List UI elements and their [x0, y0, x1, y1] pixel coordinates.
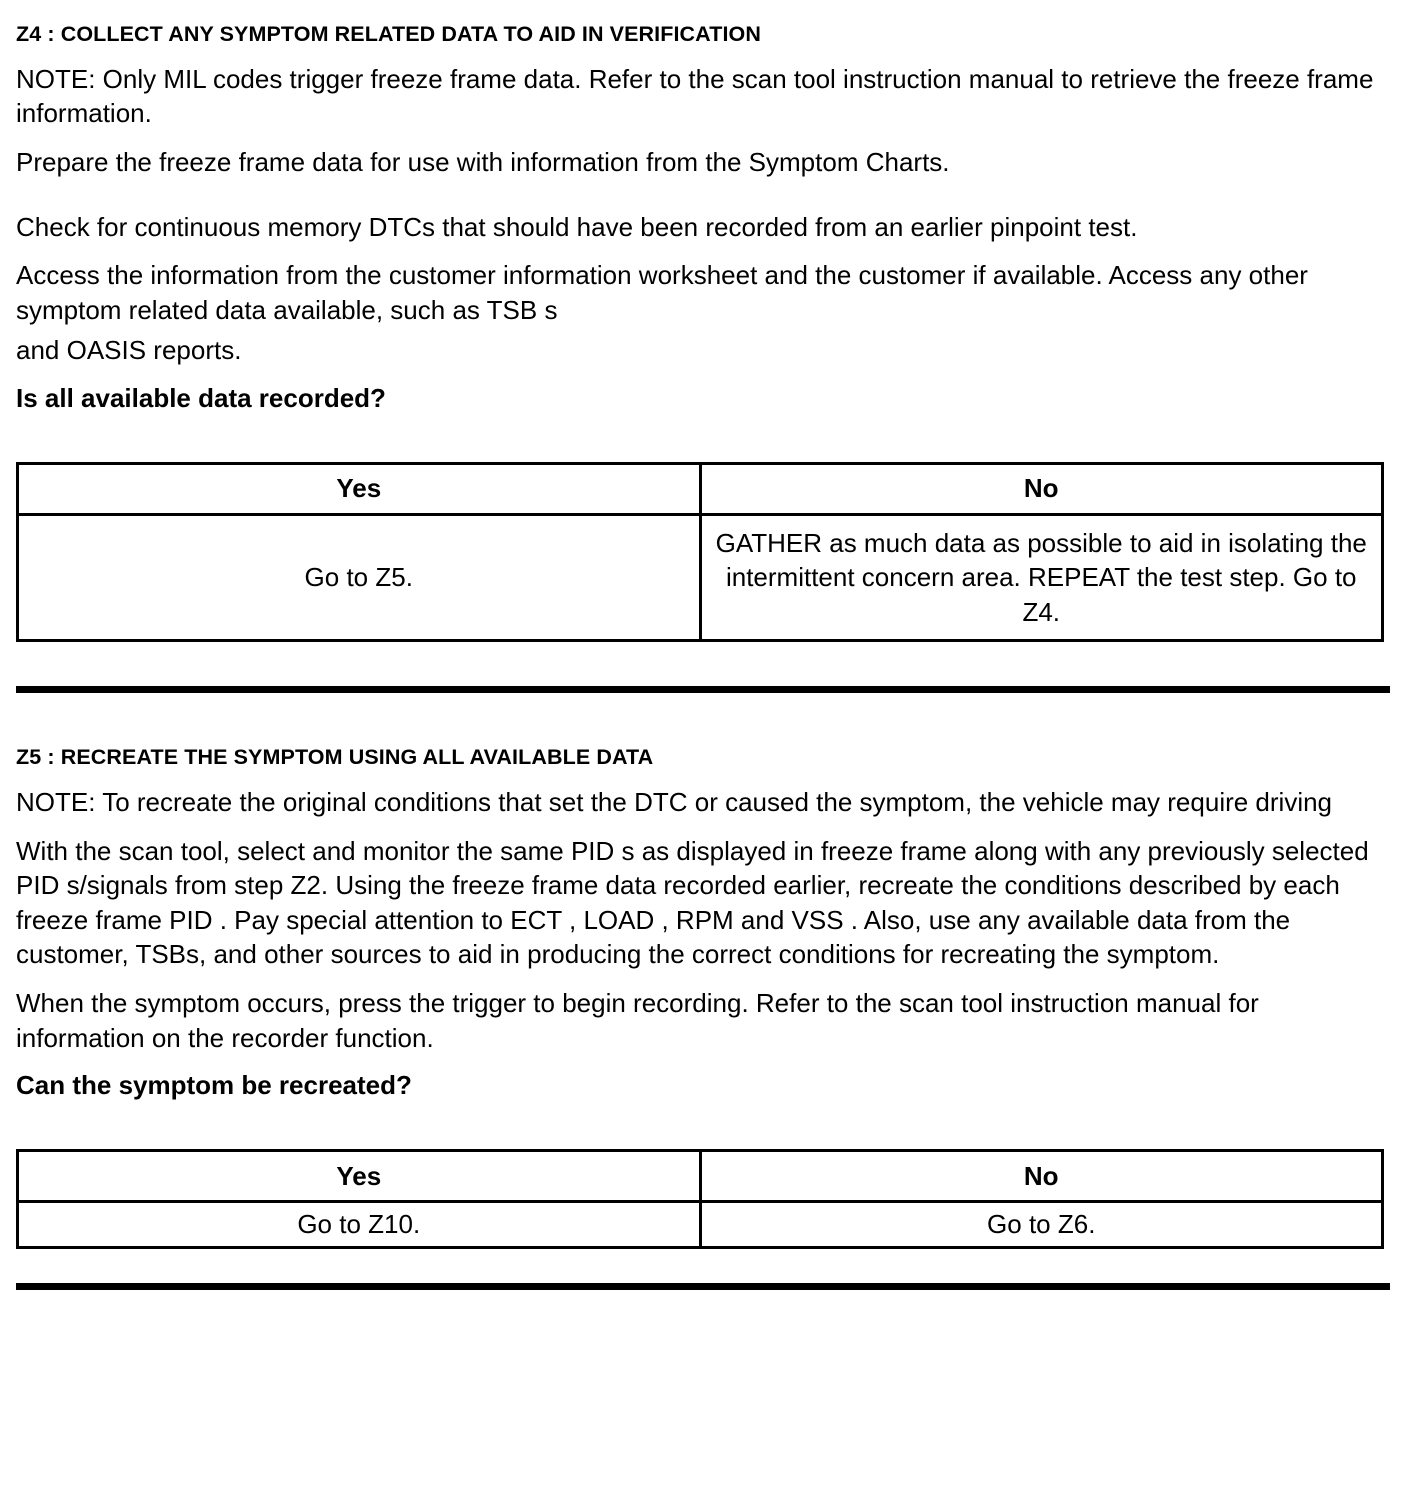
section-z5-paragraph-2: With the scan tool, select and monitor the same PID s as displayed in freeze frame along with any previously selected PID s/signals from step Z2. Using the freeze frame data recorded earlier, recreate the conditions described by each freeze frame PID . Pay special attention to ECT , LOAD , RPM and VSS . Also, use any available data from the customer, TSBs, and other sources to aid in producing the correct conditions for recreating the symptom. — [16, 835, 1369, 970]
table-row — [18, 514, 1383, 641]
table-cell-yes-text: Go to Z5. — [304, 562, 413, 593]
table-header-no: No — [700, 1151, 1383, 1202]
section-z4-question: Is all available data recorded? — [16, 382, 386, 413]
section-z4-paragraph-3: Check for continuous memory DTCs that should have been recorded from an earlier pinpoint test. — [16, 211, 1138, 242]
section-z5-paragraph-3: When the symptom occurs, press the trigger to begin recording. Refer to the scan tool instruction manual for information on the recorder function. — [16, 988, 1259, 1053]
section-spacer — [16, 693, 1392, 745]
table-header-yes: Yes — [18, 1151, 701, 1202]
table-row — [18, 463, 1383, 514]
table-cell-yes-action: Go to Z10. — [18, 1202, 701, 1248]
section-z4-note: NOTE: Only MIL codes trigger freeze frame data. Refer to the scan tool instruction manual to retrieve the freeze frame information. — [16, 63, 1374, 129]
section-z4-heading: Z4 : COLLECT ANY SYMPTOM RELATED DATA TO AID IN VERIFICATION — [16, 22, 761, 46]
section-z5 — [16, 745, 1392, 1289]
section-z5-question: Can the symptom be recreated? — [16, 1070, 412, 1101]
table-header-yes: Yes — [18, 463, 701, 514]
section-divider — [16, 686, 1390, 693]
table-cell-no-action — [700, 514, 1383, 641]
section-z4 — [16, 22, 1392, 693]
table-cell-no-action: Go to Z6. — [700, 1202, 1383, 1248]
section-z4-branch-table — [16, 462, 1384, 643]
table-cell-yes-action — [18, 514, 701, 641]
section-z4-paragraph-4: Access the information from the customer information worksheet and the customer if available. Access any other symptom related data available, such as TSB s — [16, 260, 1308, 325]
section-divider-bottom — [16, 1283, 1390, 1290]
section-z5-branch-table — [16, 1149, 1384, 1249]
table-row — [18, 1202, 1383, 1248]
section-z5-note: NOTE: To recreate the original conditions that set the DTC or caused the symptom, the vehicle may require driving — [16, 787, 1333, 818]
section-z4-paragraph-5: and OASIS reports. — [16, 335, 242, 366]
table-cell-no-text: GATHER as much data as possible to aid in isolating the intermittent concern area. REPEAT the test step. Go to Z4. — [715, 527, 1367, 627]
section-spacer-bottom — [16, 1249, 1392, 1283]
section-z4-paragraph-2: Prepare the freeze frame data for use with information from the Symptom Charts. — [16, 146, 950, 177]
section-z5-heading: Z5 : RECREATE THE SYMPTOM USING ALL AVAILABLE DATA — [16, 745, 654, 770]
table-header-no: No — [700, 463, 1383, 514]
table-row — [18, 1151, 1383, 1202]
